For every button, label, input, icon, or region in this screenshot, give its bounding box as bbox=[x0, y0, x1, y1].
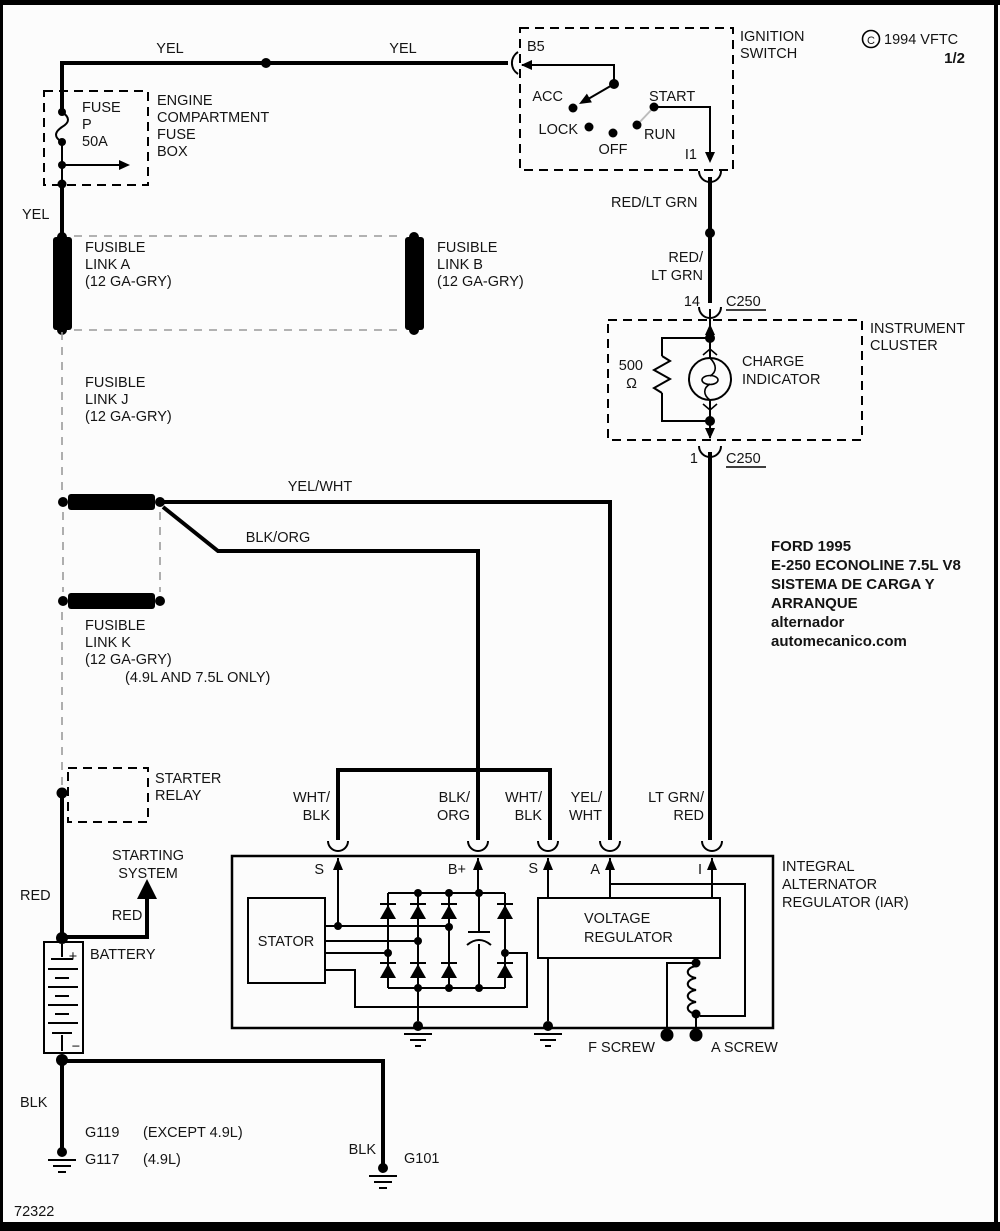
acc-contact-dot bbox=[569, 104, 578, 113]
blk-right-label: BLK bbox=[348, 1142, 376, 1158]
connector-c250-bottom bbox=[690, 446, 766, 467]
voltage-regulator-label-1: VOLTAGE bbox=[584, 911, 651, 927]
acc-label: ACC bbox=[532, 89, 563, 105]
ground-icon bbox=[48, 1160, 76, 1172]
red-branch-label: RED bbox=[111, 908, 143, 924]
ground-icon bbox=[57, 1147, 67, 1157]
bulb-filament bbox=[702, 376, 718, 385]
capacitor-symbol bbox=[467, 893, 491, 988]
charge-indicator-label-1: CHARGE bbox=[742, 354, 805, 370]
wiper-arrow-icon bbox=[577, 94, 592, 109]
stator-label: STATOR bbox=[257, 934, 315, 950]
b5-feed-line bbox=[522, 65, 614, 84]
off-contact-dot bbox=[609, 129, 618, 138]
vehicle-info-5: alternador bbox=[771, 614, 845, 631]
link-j-label-2: LINK J bbox=[85, 392, 129, 408]
lock-label: LOCK bbox=[538, 122, 578, 138]
iar-wire-labels bbox=[293, 790, 722, 851]
bulb-filament-leads bbox=[705, 358, 716, 400]
terminal-a-label: A bbox=[590, 862, 600, 878]
ignition-switch-title-1: IGNITION bbox=[740, 29, 805, 45]
fuse-box-title-1: ENGINE bbox=[157, 93, 213, 109]
yel-wht-wire-label: YEL/WHT bbox=[287, 479, 353, 495]
left-arrow-icon bbox=[521, 60, 532, 70]
starter-relay bbox=[57, 768, 222, 822]
c250-bottom-label: C250 bbox=[726, 451, 761, 467]
link-k-label-1: FUSIBLE bbox=[85, 618, 146, 634]
run-contact-dot bbox=[633, 121, 642, 130]
connector-arc-b5 bbox=[512, 52, 518, 74]
resistor-branch-bottom bbox=[662, 393, 710, 421]
node-dot bbox=[58, 180, 67, 189]
link-b-label-2: LINK B bbox=[437, 257, 483, 273]
resistor-symbol bbox=[654, 356, 670, 393]
fuse-box-title-2: COMPARTMENT bbox=[157, 110, 270, 126]
fusible-link-k-bar bbox=[68, 593, 155, 609]
fuse-box-title-4: BOX bbox=[157, 144, 188, 160]
battery-negative-node bbox=[56, 1054, 68, 1066]
start-label: START bbox=[649, 89, 696, 105]
iar-terminal-arrows bbox=[333, 858, 717, 870]
f-screw-lead bbox=[667, 963, 696, 1032]
charge-indicator-label-2: INDICATOR bbox=[742, 372, 821, 388]
link-k-label-3: (12 GA-GRY) bbox=[85, 652, 172, 668]
connector-arc-icons bbox=[328, 841, 722, 851]
link-j-label-1: FUSIBLE bbox=[85, 375, 146, 391]
g117-label: G117 bbox=[85, 1152, 120, 1168]
instrument-cluster bbox=[608, 309, 965, 440]
fusible-links-ab bbox=[53, 232, 524, 335]
link-k-note: (4.9L AND 7.5L ONLY) bbox=[125, 670, 271, 686]
off-label: OFF bbox=[598, 142, 628, 158]
node-dot bbox=[58, 161, 66, 169]
fuse-label-1: FUSE bbox=[82, 100, 121, 116]
rectifier-bridge bbox=[334, 889, 513, 1021]
wht-blk-2-l1: WHT/ bbox=[504, 790, 542, 806]
splice-dot bbox=[705, 228, 715, 238]
g101-label: G101 bbox=[404, 1151, 440, 1167]
ground-icon bbox=[369, 1176, 397, 1188]
ignition-switch bbox=[512, 28, 805, 182]
fuse-label-3: 50A bbox=[82, 134, 108, 150]
resistor-value: 500 bbox=[618, 358, 643, 374]
starter-relay-label-1: STARTER bbox=[155, 771, 222, 787]
g119-label: G119 bbox=[85, 1125, 120, 1141]
fusible-link-j bbox=[62, 332, 172, 493]
node-dot bbox=[57, 788, 68, 799]
fuse-box-title-3: FUSE bbox=[157, 127, 196, 143]
node-dot bbox=[58, 138, 66, 146]
instrument-cluster-title-2: CLUSTER bbox=[870, 338, 938, 354]
vehicle-info-3: SISTEMA DE CARGA Y bbox=[771, 576, 935, 593]
terminal-bplus-label: B+ bbox=[447, 862, 466, 878]
node-dot bbox=[58, 596, 68, 606]
splice-dot bbox=[261, 58, 271, 68]
down-arrow-icon bbox=[705, 152, 715, 163]
charge-indicator-bulb bbox=[689, 358, 731, 400]
fusible-link-b-bar bbox=[405, 237, 424, 330]
ignition-switch-title-2: SWITCH bbox=[740, 46, 798, 62]
red-lt-grn-l1: RED/ bbox=[668, 250, 703, 266]
f-screw-terminal bbox=[661, 1029, 674, 1042]
starter-relay-outline bbox=[68, 768, 148, 822]
fusible-link-top-bar bbox=[68, 494, 155, 510]
run-label: RUN bbox=[644, 127, 676, 143]
link-k-label-2: LINK K bbox=[85, 635, 131, 651]
terminal-s1-label: S bbox=[314, 862, 324, 878]
blk-org-l1: BLK/ bbox=[438, 790, 470, 806]
yel-label-right: YEL bbox=[389, 41, 417, 57]
power-wires bbox=[62, 61, 710, 1166]
coil-symbol bbox=[688, 966, 696, 1014]
link-j-label-3: (12 GA-GRY) bbox=[85, 409, 172, 425]
terminal-b5-label: B5 bbox=[527, 39, 545, 55]
iar-title-3: REGULATOR (IAR) bbox=[782, 895, 909, 911]
fuse-label-2: P bbox=[82, 117, 92, 133]
ground-icon bbox=[378, 1163, 388, 1173]
terminal-s2-label: S bbox=[528, 861, 538, 877]
resistor-branch-top bbox=[662, 338, 710, 356]
fuse-element-symbol bbox=[56, 112, 68, 142]
red-lt-grn-label: RED/LT GRN bbox=[611, 195, 698, 211]
red-lt-grn-l2: LT GRN bbox=[651, 268, 703, 284]
link-b-label-3: (12 GA-GRY) bbox=[437, 274, 524, 290]
link-a-label-2: LINK A bbox=[85, 257, 131, 273]
fuse-box bbox=[44, 91, 269, 189]
wht-blk-2-l2: BLK bbox=[514, 808, 542, 824]
starting-system-label-1: STARTING bbox=[112, 848, 184, 864]
right-arrow-icon bbox=[119, 160, 130, 170]
node-dot bbox=[58, 108, 66, 116]
blk-org-wire-label: BLK/ORG bbox=[245, 530, 311, 546]
fusible-link-a-bar bbox=[53, 237, 72, 330]
c250-top-label: C250 bbox=[726, 294, 761, 310]
ground-icon bbox=[404, 1021, 432, 1046]
vehicle-info bbox=[771, 538, 961, 650]
vehicle-info-4: ARRANQUE bbox=[771, 595, 858, 612]
voltage-regulator-label-2: REGULATOR bbox=[584, 930, 673, 946]
yel-wht-l1: YEL/ bbox=[570, 790, 602, 806]
instrument-cluster-outline bbox=[608, 320, 862, 440]
g119-note: (EXCEPT 4.9L) bbox=[143, 1125, 243, 1141]
battery bbox=[44, 932, 156, 1066]
connector-c250-top bbox=[684, 294, 766, 318]
vehicle-info-1: FORD 1995 bbox=[771, 538, 852, 555]
link-a-label-3: (12 GA-GRY) bbox=[85, 274, 172, 290]
yel-label-left: YEL bbox=[156, 41, 184, 57]
wht-blk-1-l1: WHT/ bbox=[292, 790, 330, 806]
link-a-label-1: FUSIBLE bbox=[85, 240, 146, 256]
iar-title-2: ALTERNATOR bbox=[782, 877, 878, 893]
ground-g119 bbox=[20, 1095, 243, 1172]
a-screw-label: A SCREW bbox=[711, 1040, 778, 1056]
node-dot bbox=[409, 232, 419, 242]
node-dot bbox=[155, 497, 165, 507]
wht-blk-1-l2: BLK bbox=[302, 808, 330, 824]
copyright-text: 1994 VFTC bbox=[884, 32, 959, 48]
a-screw-terminal bbox=[690, 1029, 703, 1042]
voltage-regulator-box bbox=[538, 898, 720, 958]
blk-org-l2: ORG bbox=[436, 808, 470, 824]
battery-label: BATTERY bbox=[90, 947, 156, 963]
lt-grn-red-l2: RED bbox=[673, 808, 704, 824]
lock-contact-dot bbox=[585, 123, 594, 132]
node-dot bbox=[409, 325, 419, 335]
link-b-label-1: FUSIBLE bbox=[437, 240, 498, 256]
iar-assembly bbox=[232, 856, 909, 1056]
terminal-i-label: I bbox=[697, 862, 702, 878]
ground-g101 bbox=[349, 1142, 440, 1188]
field-coil bbox=[588, 958, 778, 1056]
page-number: 1/2 bbox=[944, 50, 965, 67]
battery-minus: − bbox=[71, 1039, 81, 1055]
node-dot bbox=[155, 596, 165, 606]
up-arrow-icon bbox=[137, 879, 157, 899]
lt-grn-red-l1: LT GRN/ bbox=[648, 790, 704, 806]
ohm-symbol: Ω bbox=[626, 376, 637, 392]
red-wire-label: RED bbox=[20, 888, 51, 904]
c250-bottom-pin: 1 bbox=[689, 451, 698, 467]
starting-system-label-2: SYSTEM bbox=[118, 866, 178, 882]
copyright-c: C bbox=[867, 35, 875, 47]
blk-left-label: BLK bbox=[20, 1095, 48, 1111]
down-arrow-icon bbox=[705, 428, 715, 439]
f-screw-label: F SCREW bbox=[588, 1040, 655, 1056]
iar-title-1: INTEGRAL bbox=[782, 859, 855, 875]
vehicle-info-2: E-250 ECONOLINE 7.5L V8 bbox=[771, 557, 961, 574]
yel-wht-l2: WHT bbox=[568, 808, 602, 824]
terminal-i1-label: I1 bbox=[684, 147, 697, 163]
node-dot bbox=[57, 232, 67, 242]
copyright-note bbox=[863, 31, 966, 68]
g117-note: (4.9L) bbox=[143, 1152, 181, 1168]
ground-icon bbox=[534, 1021, 562, 1046]
starter-relay-label-2: RELAY bbox=[155, 788, 202, 804]
battery-plus: + bbox=[68, 949, 78, 965]
vehicle-info-6: automecanico.com bbox=[771, 633, 907, 650]
instrument-cluster-title-1: INSTRUMENT bbox=[870, 321, 966, 337]
c250-top-pin: 14 bbox=[683, 294, 700, 310]
blk-ground-wire-right bbox=[62, 1061, 383, 1166]
yel-label-down: YEL bbox=[22, 207, 50, 223]
diagram-number: 72322 bbox=[14, 1204, 55, 1220]
node-dot bbox=[58, 497, 68, 507]
fusible-link-k bbox=[58, 494, 270, 790]
